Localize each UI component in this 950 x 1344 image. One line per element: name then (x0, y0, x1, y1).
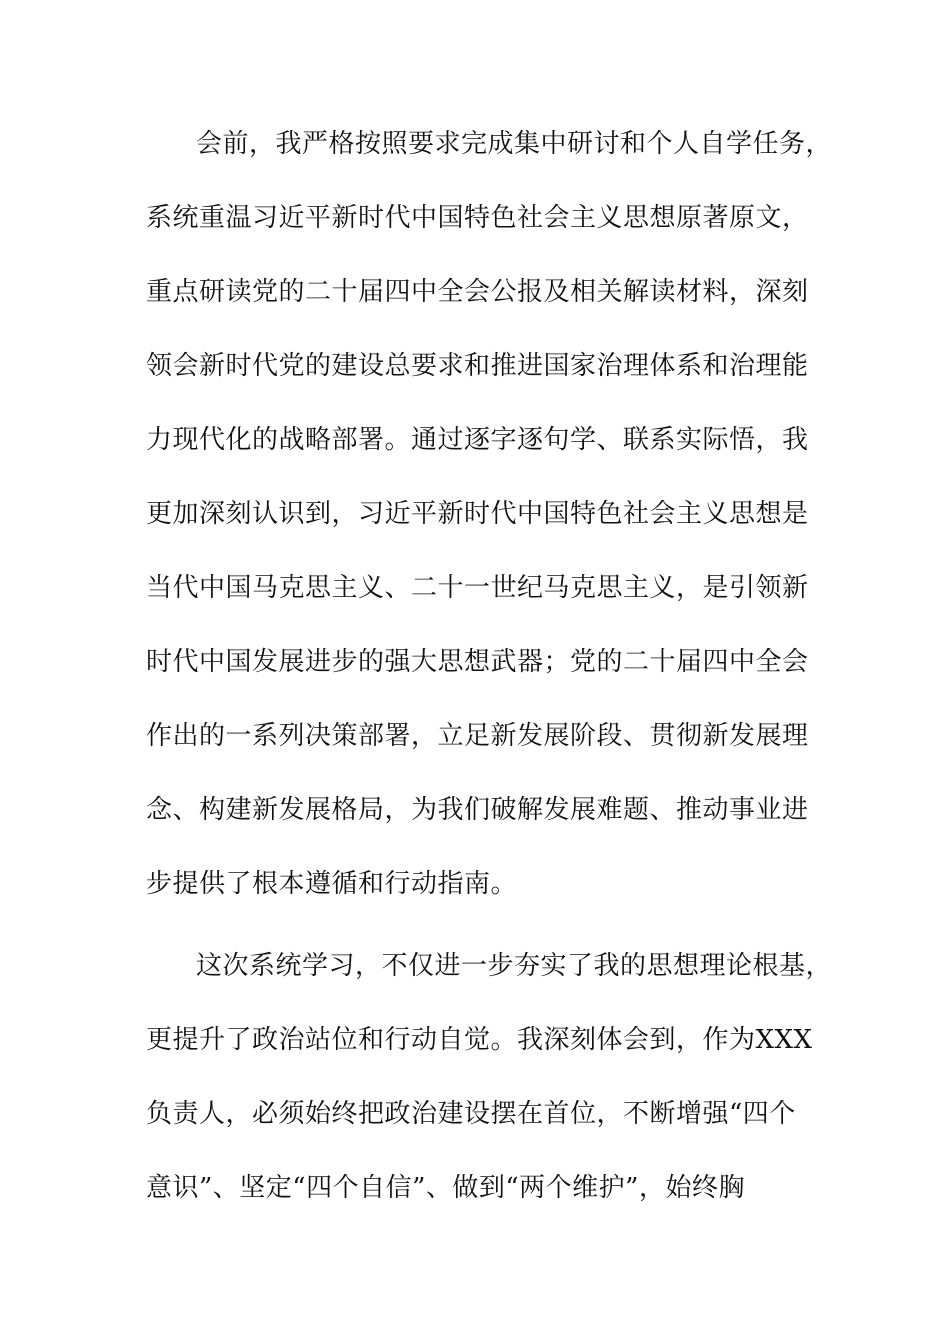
paragraph-2-line-1: 这次系统学习，不仅进一步夯实了我的思想理论根基， (196, 951, 833, 981)
paragraph-1-line-7: 当代中国马克思主义、二十一世纪马克思主义，是引领新 (146, 573, 809, 603)
paragraph-1-line-1: 会前，我严格按照要求完成集中研讨和个人自学任务， (196, 129, 833, 159)
paragraph-1-line-10: 念、构建新发展格局，为我们破解发展难题、推动事业进 (146, 795, 809, 825)
paragraph-1-line-3: 重点研读党的二十届四中全会公报及相关解读材料，深刻 (146, 277, 809, 307)
paragraph-1-line-4: 领会新时代党的建设总要求和推进国家治理体系和治理能 (146, 351, 809, 381)
paragraph-1-line-5: 力现代化的战略部署。通过逐字逐句学、联系实际悟，我 (146, 425, 809, 455)
paragraph-2-line-2: 更提升了政治站位和行动自觉。我深刻体会到，作为XXX (146, 1025, 813, 1055)
paragraph-2-line-3: 负责人，必须始终把政治建设摆在首位，不断增强“四个 (146, 1099, 796, 1129)
paragraph-1-line-8: 时代中国发展进步的强大思想武器；党的二十届四中全会 (146, 647, 809, 677)
paragraph-1-line-6: 更加深刻认识到，习近平新时代中国特色社会主义思想是 (146, 499, 809, 529)
paragraph-1-line-9: 作出的一系列决策部署，立足新发展阶段、贯彻新发展理 (146, 721, 809, 751)
paragraph-1-line-2: 系统重温习近平新时代中国特色社会主义思想原著原文， (146, 203, 809, 233)
paragraph-1-line-11: 步提供了根本遵循和行动指南。 (146, 869, 518, 899)
paragraph-2-line-4: 意识”、坚定“四个自信”、做到“两个维护”，始终胸 (146, 1173, 745, 1203)
